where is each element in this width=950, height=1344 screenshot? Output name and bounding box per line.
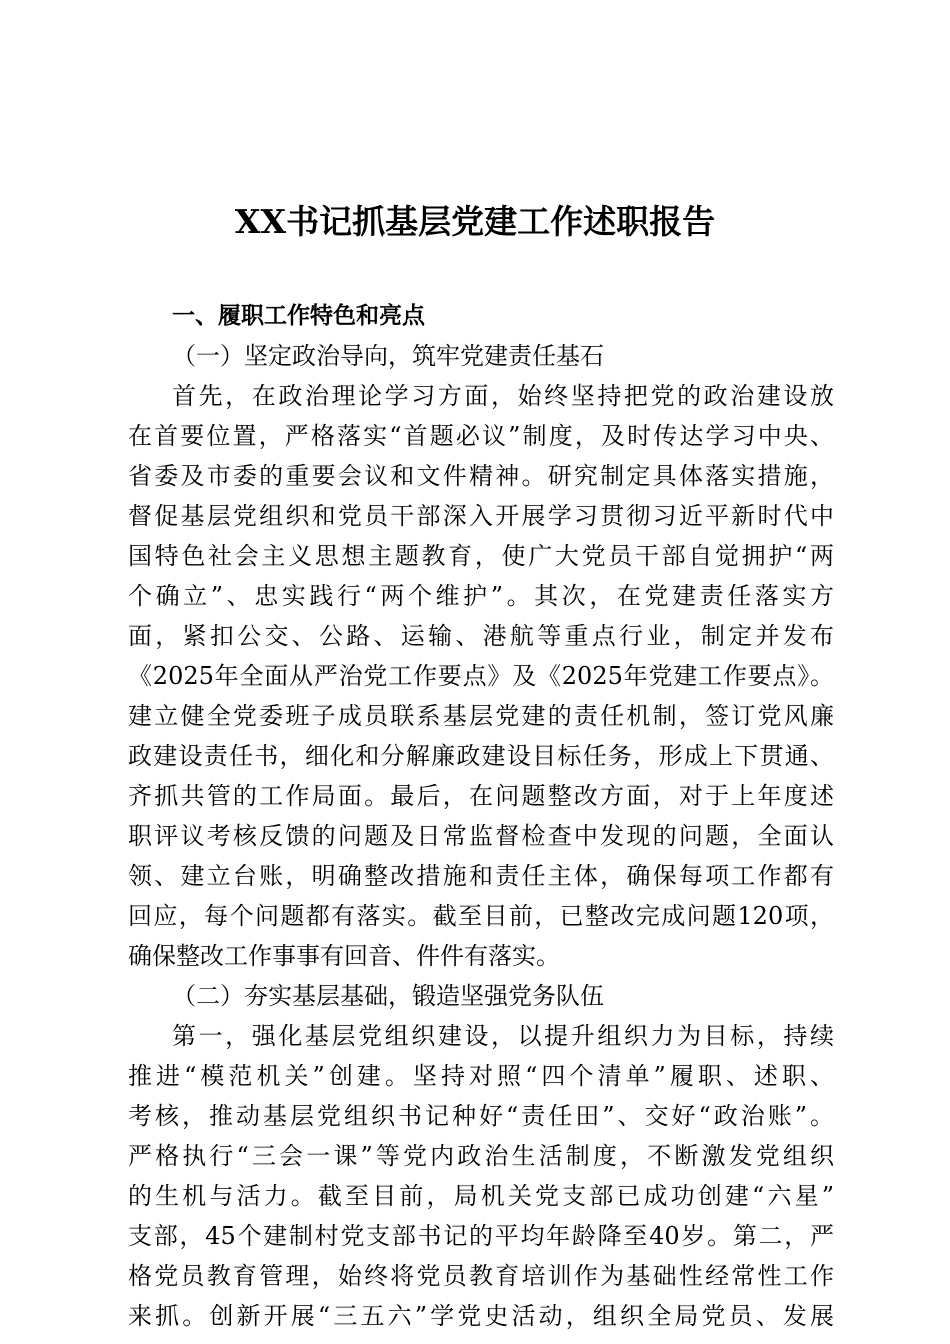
paragraph-line: 推进“模范机关”创建。坚持对照“四个清单”履职、述职、 [128,1062,834,1090]
paragraph-line: 格党员教育管理，始终将党员教育培训作为基础性经常性工作 [128,1262,834,1290]
subsection-heading-1: （一）坚定政治导向，筑牢党建责任基石 [172,342,604,370]
paragraph-line: 严格执行“三会一课”等党内政治生活制度，不断激发党组织 [128,1142,834,1170]
paragraph-line: 国特色社会主义思想主题教育，使广大党员干部自觉拥护“两 [128,542,834,570]
paragraph-line: 督促基层党组织和党员干部深入开展学习贯彻习近平新时代中 [128,502,834,530]
paragraph-line: 政建设责任书，细化和分解廉政建设目标任务，形成上下贯通、 [128,742,834,770]
paragraph-line: 职评议考核反馈的问题及日常监督检查中发现的问题，全面认 [128,822,834,850]
paragraph-line: 在首要位置，严格落实“首题必议”制度，及时传达学习中央、 [128,422,834,450]
paragraph-line: 领、建立台账，明确整改措施和责任主体，确保每项工作都有 [128,862,834,890]
paragraph-line: 省委及市委的重要会议和文件精神。研究制定具体落实措施， [128,462,834,490]
document-title: XX书记抓基层党建工作述职报告 [234,202,716,241]
paragraph-line: 的生机与活力。截至目前，局机关党支部已成功创建“六星” [128,1182,834,1210]
document-body [128,296,834,1336]
paragraph-line: 面，紧扣公交、公路、运输、港航等重点行业，制定并发布 [128,622,834,650]
paragraph-line: 来抓。创新开展“三五六”学党史活动，组织全局党员、发展 [128,1302,834,1330]
paragraph-line: 《2025年全面从严治党工作要点》及《2025年党建工作要点》。 [128,662,834,690]
paragraph-line: 考核，推动基层党组织书记种好“责任田”、交好“政治账”。 [128,1102,834,1130]
paragraph-line: 首先，在政治理论学习方面，始终坚持把党的政治建设放 [172,382,834,410]
paragraph-line: 建立健全党委班子成员联系基层党建的责任机制，签订党风廉 [128,702,834,730]
paragraph-line: 第一，强化基层党组织建设，以提升组织力为目标，持续 [172,1022,834,1050]
paragraph-line: 确保整改工作事事有回音、件件有落实。 [128,942,560,970]
section-heading-1: 一、履职工作特色和亮点 [172,303,425,329]
paragraph-line: 回应，每个问题都有落实。截至目前，已整改完成问题120项， [128,902,834,930]
subsection-heading-2: （二）夯实基层基础，锻造坚强党务队伍 [172,982,604,1010]
paragraph-line: 个确立”、忠实践行“两个维护”。其次，在党建责任落实方 [128,582,834,610]
paragraph-line: 支部，45个建制村党支部书记的平均年龄降至40岁。第二，严 [128,1222,834,1250]
paragraph-line: 齐抓共管的工作局面。最后，在问题整改方面，对于上年度述 [128,782,834,810]
